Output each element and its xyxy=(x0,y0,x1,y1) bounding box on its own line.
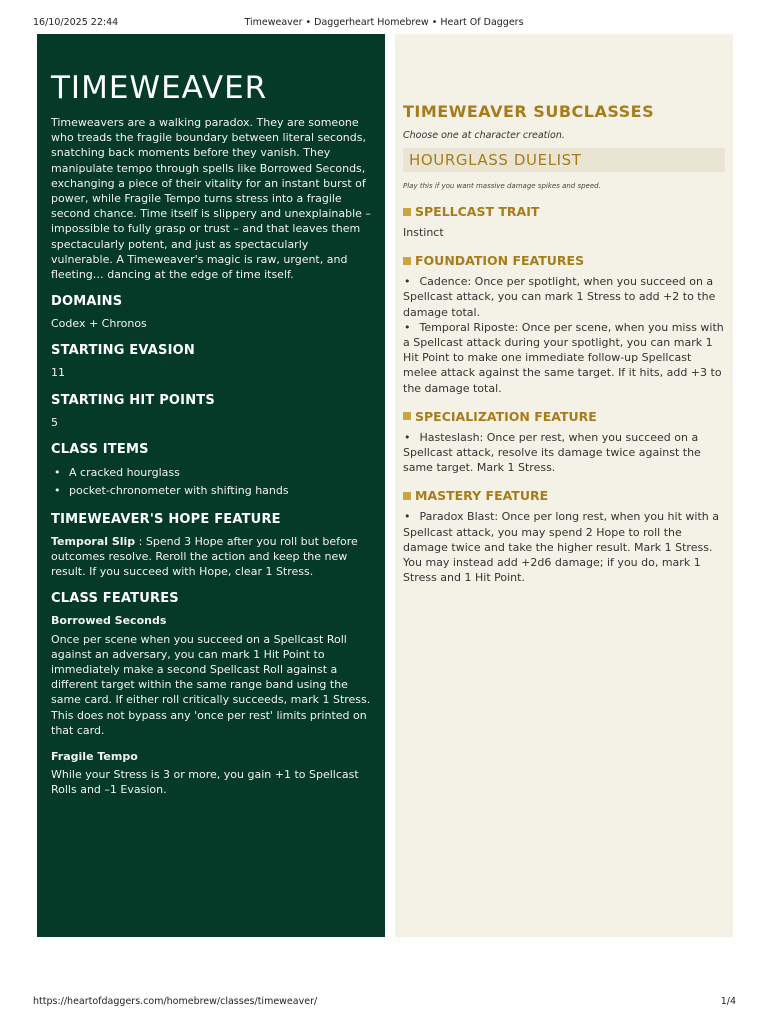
spellcast-trait-heading: SPELLCAST TRAIT xyxy=(415,204,540,219)
hope-feature-heading: TIMEWEAVER'S HOPE FEATURE xyxy=(51,511,281,527)
print-page-title: Timeweaver • Daggerheart Homebrew • Heart Of Daggers xyxy=(244,17,524,28)
section-marker-icon xyxy=(403,492,411,500)
hope-feature xyxy=(51,534,371,580)
class-description: Timeweavers are a walking paradox. They are someone who treads the fragile boundary between literal seconds, snatching back moments before they vanish. They manipulate tempo through spells like Borrowed Seconds, exchanging a piece of their vitality for an instant burst of power, while Fragile Tempo turns stress into a fragile second chance. Time itself is slippery and unexplainable – impossible to fully grasp or trust – and that leaves them spectacularly potent, and just as spectacularly vulnerable. A Timeweaver's magic is raw, urgent, and fleeting… dancing at the edge of time itself. xyxy=(51,116,371,282)
class-overview-panel xyxy=(37,34,385,937)
class-items-list xyxy=(51,464,371,500)
class-feature-text: While your Stress is 3 or more, you gain +1 to Spellcast Rolls and –1 Evasion. xyxy=(51,768,359,797)
subclass-title-band xyxy=(403,148,725,172)
class-item: • A cracked hourglass xyxy=(51,464,371,482)
subclass-playstyle-note: Play this if you want massive damage spikes and speed. xyxy=(403,182,601,190)
specialization-heading: SPECIALIZATION FEATURE xyxy=(415,408,597,424)
print-url: https://heartofdaggers.com/homebrew/classes/timeweaver/ xyxy=(33,996,318,1007)
evasion-heading: STARTING EVASION xyxy=(51,343,195,359)
class-feature xyxy=(51,613,371,738)
specialization-section xyxy=(403,409,725,476)
subclass-title: HOURGLASS DUELIST xyxy=(409,151,582,169)
foundation-heading: FOUNDATION FEATURES xyxy=(415,253,585,269)
evasion-value: 11 xyxy=(51,366,65,380)
print-datetime: 16/10/2025 22:44 xyxy=(33,17,119,28)
domains-value: Codex + Chronos xyxy=(51,317,147,331)
spellcast-trait-section xyxy=(403,204,725,240)
print-header xyxy=(0,17,768,31)
hit-points-value: 5 xyxy=(51,415,58,429)
class-item: • pocket-chronometer with shifting hands xyxy=(51,482,371,500)
class-features-heading: CLASS FEATURES xyxy=(51,591,179,607)
spellcast-trait-value: Instinct xyxy=(403,226,444,239)
subclass-choice-note: Choose one at character creation. xyxy=(403,130,565,141)
hope-feature-text: : Spend 3 Hope after you roll but before outcomes resolve. Reroll the action and keep the new result. If you succeed with Hope, clear 1 Stress. xyxy=(51,534,358,579)
class-feature xyxy=(51,749,371,798)
mastery-section xyxy=(403,488,725,585)
subclasses-heading: TIMEWEAVER SUBCLASSES xyxy=(403,102,655,121)
subclass-panel xyxy=(395,34,733,937)
class-feature-text: Once per scene when you succeed on a Spellcast Roll against an adversary, you can mark 1 Hit Point to immediately make a second Spellcast Roll against a different target within the same range band using the same card. If either roll critically succeeds, mark 1 Stress. This does not bypass any 'once per rest' limits printed on that card. xyxy=(51,632,371,737)
class-feature-name: Fragile Tempo xyxy=(51,750,138,764)
foundation-feature: • Cadence: Once per spotlight, when you succeed on a Spellcast attack, you can mark 1 Stress to add +2 to the damage total. xyxy=(403,274,725,320)
class-items-heading: CLASS ITEMS xyxy=(51,441,149,457)
specialization-feature: • Hasteslash: Once per rest, when you succeed on a Spellcast attack, resolve its damage twice against the same target. Mark 1 Stress. xyxy=(403,430,725,476)
mastery-heading: MASTERY FEATURE xyxy=(415,488,549,504)
domains-heading: DOMAINS xyxy=(51,294,123,310)
foundation-feature: • Temporal Riposte: Once per scene, when you miss with a Spellcast attack during your spotlight, you can mark 1 Hit Point to make one immediate follow-up Spellcast melee attack against the same target. If it hits, add +3 to the damage total. xyxy=(403,320,725,396)
section-marker-icon xyxy=(403,208,411,216)
print-footer xyxy=(0,996,768,1010)
section-marker-icon xyxy=(403,257,411,265)
class-title: TIMEWEAVER xyxy=(51,70,268,106)
print-page-number: 1/4 xyxy=(720,996,736,1007)
section-marker-icon xyxy=(403,412,411,420)
mastery-feature: • Paradox Blast: Once per long rest, when you hit with a Spellcast attack, you may spend 2 Hope to roll the damage twice and take the higher result. Mark 1 Stress. You may instead add +2d6 damage; if you do, mark 1 Stress and 1 Hit Point. xyxy=(403,509,725,585)
hope-feature-name: Temporal Slip xyxy=(51,534,136,548)
foundation-section xyxy=(403,253,725,396)
class-feature-name: Borrowed Seconds xyxy=(51,614,167,628)
hit-points-heading: STARTING HIT POINTS xyxy=(51,392,215,408)
